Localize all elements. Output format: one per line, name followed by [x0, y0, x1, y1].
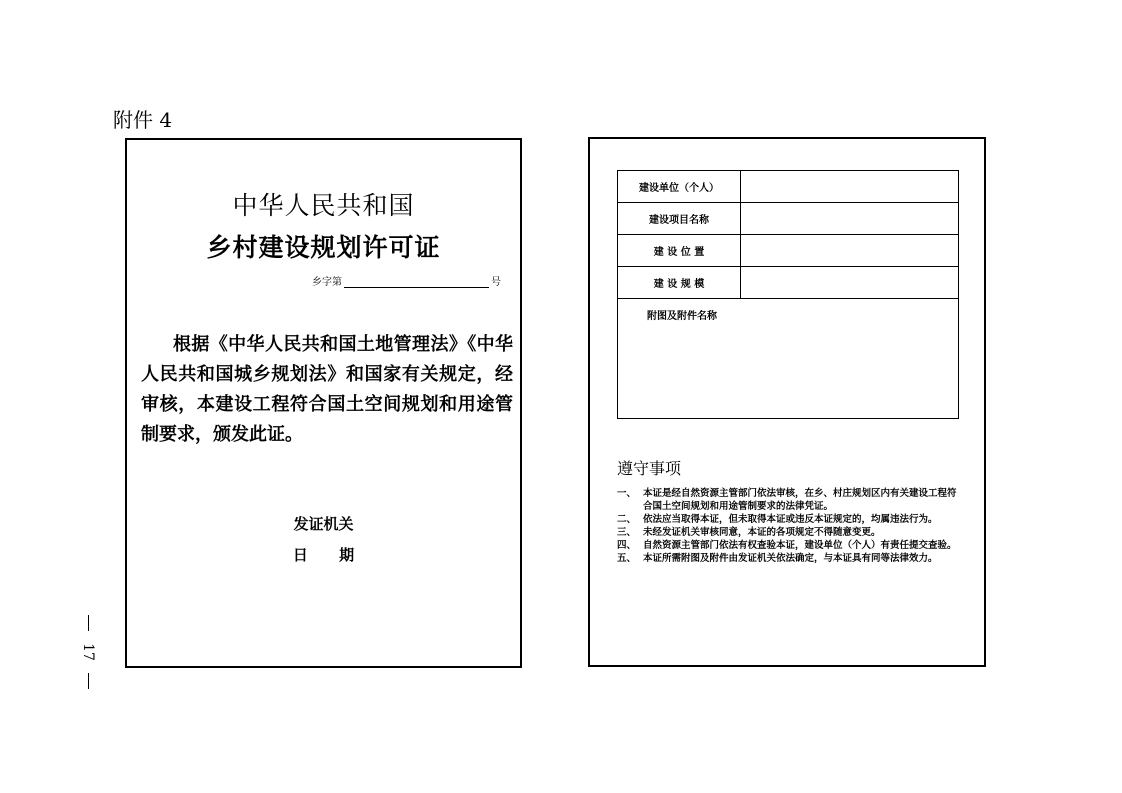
permit-cover-panel: [125, 138, 522, 668]
serial-suffix: 号: [491, 277, 501, 288]
table-label-cell: 建 设 规 模: [618, 267, 741, 299]
serial-number-field: [312, 273, 501, 288]
list-item: [617, 539, 957, 552]
issue-date-label: 日 期: [292, 546, 355, 564]
notice-list: [617, 487, 957, 565]
table-value-cell: [741, 203, 959, 235]
table-row: [618, 299, 959, 419]
issuing-authority-label: 发证机关: [293, 515, 354, 533]
table-label-cell: 建设项目名称: [618, 203, 741, 235]
annex-label: 附件 4: [113, 108, 173, 132]
page-number-dash-bottom: [88, 673, 89, 689]
page-number-dash-top: [88, 615, 89, 631]
table-row: [618, 235, 959, 267]
permit-title: 乡村建设规划许可证: [206, 233, 441, 262]
notice-title: 遵守事项: [617, 459, 682, 478]
notice-text: 本证所需附图及附件由发证机关依法确定，与本证具有同等法律效力。: [643, 553, 938, 564]
table-value-cell: [741, 171, 959, 203]
project-info-table: [617, 170, 959, 419]
serial-blank-line: [344, 277, 489, 288]
serial-prefix: 乡字第: [312, 277, 342, 288]
notice-index: 一、: [617, 488, 637, 499]
table-row: [618, 171, 959, 203]
page-number-value: 17: [79, 643, 96, 661]
list-item: [617, 552, 957, 565]
country-name: 中华人民共和国: [232, 191, 415, 220]
notice-index: 五、: [617, 553, 637, 564]
notice-text: 自然资源主管部门依法有权查验本证，建设单位（个人）有责任提交查验。: [643, 540, 957, 551]
table-label-cell: 建 设 位 置: [618, 235, 741, 267]
notice-index: 二、: [617, 514, 637, 525]
notice-text: 依法应当取得本证，但未取得本证或违反本证规定的，均属违法行为。: [643, 514, 938, 525]
notice-text: 未经发证机关审核同意，本证的各项规定不得随意变更。: [643, 527, 881, 538]
table-value-cell: [741, 235, 959, 267]
permit-details-panel: [588, 137, 986, 667]
list-item: [617, 513, 957, 526]
list-item: [617, 487, 957, 513]
page-number: [78, 615, 98, 689]
list-item: [617, 526, 957, 539]
notice-index: 三、: [617, 527, 637, 538]
table-row: [618, 267, 959, 299]
notice-text: 本证是经自然资源主管部门依法审核，在乡、村庄规划区内有关建设工程符合国土空间规划和用途管制要求的法律凭证。: [643, 488, 957, 512]
table-row: [618, 203, 959, 235]
table-value-cell: [741, 267, 959, 299]
attachments-cell: 附图及附件名称: [618, 299, 959, 419]
permit-body-text: 根据《中华人民共和国土地管理法》《中华人民共和国城乡规划法》和国家有关规定，经审核，本建设工程符合国土空间规划和用途管制要求，颁发此证。: [141, 334, 513, 445]
notice-index: 四、: [617, 540, 637, 551]
table-label-cell: 建设单位（个人）: [618, 171, 741, 203]
